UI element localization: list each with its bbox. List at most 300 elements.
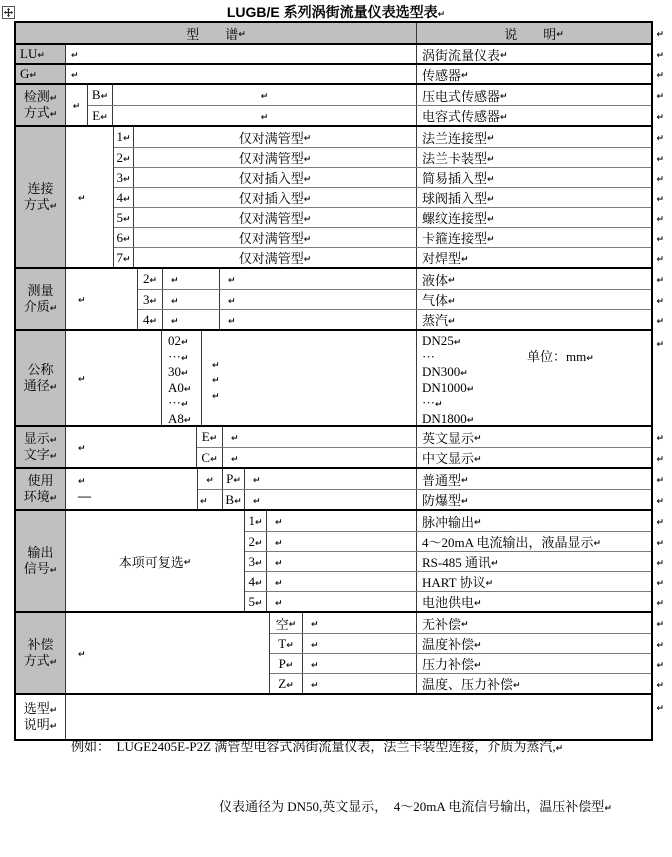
- output-row: [245, 571, 651, 591]
- desc-cell: 螺纹连接型 ↵: [417, 208, 651, 227]
- dash-mark: —: [78, 488, 90, 503]
- desc-cell: 普通型 ↵: [417, 469, 651, 489]
- code-cell: C ↵: [197, 448, 223, 467]
- paragraph-mark-icon: [289, 615, 297, 631]
- spacer-cell: [303, 634, 417, 653]
- compensation-row: [270, 673, 651, 693]
- code-cell: 1 ↵: [114, 127, 134, 147]
- section-label: 选型↵ 说明↵: [16, 695, 66, 739]
- section-label: 输出 信号 ↵: [16, 511, 66, 611]
- paragraph-mark-icon: [513, 676, 521, 692]
- section-label: 使用 环境 ↵: [16, 469, 66, 509]
- paragraph-mark-icon: [123, 129, 131, 145]
- connection-row: [114, 127, 651, 147]
- compensation-row: [270, 633, 651, 653]
- code-cell: 5 ↵: [114, 208, 134, 227]
- paragraph-mark-icon: [233, 471, 241, 487]
- spacer-cell: [113, 106, 417, 125]
- paragraph-mark-icon: [487, 230, 495, 246]
- paragraph-mark-icon: [491, 554, 499, 570]
- merged-dash-cell: [66, 469, 198, 509]
- paragraph-mark-icon: [50, 197, 58, 212]
- cell-end-mark-icon: [261, 108, 269, 124]
- paragraph-mark-icon: [304, 230, 312, 246]
- paragraph-mark-icon: [487, 190, 495, 206]
- paragraph-mark-icon: [448, 312, 456, 328]
- desc-cell: 中文显示 ↵: [417, 448, 651, 467]
- paragraph-mark-icon: [474, 636, 482, 652]
- paragraph-mark-icon: [50, 653, 58, 668]
- row-end-mark-icon: [656, 66, 664, 82]
- row-end-mark-icon: [656, 636, 664, 652]
- diameter-codes-cell: 02↵ ···↵ 30↵ A0↵ ···↵ A8↵: [162, 331, 202, 425]
- cell-end-mark-icon: [253, 492, 261, 508]
- merged-empty-cell: [66, 127, 114, 267]
- paragraph-mark-icon: [210, 429, 218, 445]
- scope-cell: 仅对插入型 ↵: [134, 168, 417, 187]
- row-end-mark-icon: [656, 554, 664, 570]
- desc-cell: 压力补偿 ↵: [417, 654, 651, 673]
- diameter-desc-cell: DN25 ↵ ··· 单位：mm ↵ DN300 ↵ DN1000 ↵ ··· ↵ DN1800 ↵: [417, 331, 651, 425]
- paragraph-mark-icon: [460, 364, 468, 380]
- paragraph-mark-icon: [50, 299, 58, 314]
- paragraph-mark-icon: [286, 676, 294, 692]
- paragraph-mark-icon: [286, 656, 294, 672]
- paragraph-mark-icon: [50, 701, 58, 716]
- cell-end-mark-icon: [212, 371, 220, 387]
- paragraph-mark-icon: [149, 292, 157, 308]
- desc-cell: 涡街流量仪表 ↵: [417, 45, 651, 63]
- section-output-signal: [16, 509, 651, 611]
- desc-cell: 简易插入型 ↵: [417, 168, 651, 187]
- desc-cell: 温度、压力补偿 ↵: [417, 674, 651, 693]
- cell-end-mark-icon: [275, 554, 283, 570]
- row-end-mark-icon: [656, 450, 664, 466]
- row-end-mark-icon: [656, 250, 664, 266]
- code-cell: T ↵: [270, 634, 303, 653]
- merged-empty-cell: [66, 331, 162, 425]
- desc-cell: 电容式传感器 ↵: [417, 106, 651, 125]
- paragraph-mark-icon: [461, 615, 469, 631]
- paragraph-mark-icon: [474, 594, 482, 610]
- code-cell: B ↵: [88, 85, 113, 105]
- section-display-language: [16, 425, 651, 467]
- paragraph-mark-icon: [238, 25, 246, 41]
- row-end-mark-icon: [656, 574, 664, 590]
- desc-cell: 卡箍连接型 ↵: [417, 228, 651, 247]
- paragraph-mark-icon: [474, 429, 482, 445]
- row-end-mark-icon: [656, 429, 664, 445]
- empty-cell: [66, 45, 417, 63]
- paragraph-mark-icon: [123, 230, 131, 246]
- paragraph-mark-icon: [234, 492, 242, 508]
- cell-end-mark-icon: [311, 656, 319, 672]
- row-end-mark-icon: [656, 150, 664, 166]
- paragraph-mark-icon: [181, 364, 189, 379]
- display-row: [197, 447, 651, 467]
- cell-end-mark-icon: [228, 271, 236, 287]
- spacer-cell: [267, 552, 417, 571]
- compensation-row: [270, 613, 651, 633]
- row-end-mark-icon: [656, 210, 664, 226]
- paragraph-mark-icon: [50, 105, 58, 120]
- paragraph-mark-icon: [487, 129, 495, 145]
- spacer-cell: [220, 310, 417, 329]
- scope-cell: 仅对满管型 ↵: [134, 208, 417, 227]
- code-cell: 2 ↵: [114, 148, 134, 167]
- paragraph-mark-icon: [454, 333, 462, 349]
- code-cell: P ↵: [223, 469, 245, 489]
- row-end-mark-icon: [656, 471, 664, 487]
- medium-row: [138, 269, 651, 289]
- code-cell: LU ↵: [16, 45, 66, 63]
- section-connection-type: [16, 125, 651, 267]
- cell-end-mark-icon: [311, 615, 319, 631]
- desc-cell: RS-485 通讯 ↵: [417, 552, 651, 571]
- paragraph-mark-icon: [304, 210, 312, 226]
- paragraph-mark-icon: [487, 170, 495, 186]
- cell-end-mark-icon: [228, 312, 236, 328]
- paragraph-mark-icon: [586, 349, 594, 365]
- scope-cell: 仅对满管型 ↵: [134, 228, 417, 247]
- spacer-cell: [220, 269, 417, 289]
- code-cell: Z ↵: [270, 674, 303, 693]
- section-label: 检测↵ 方式↵: [16, 85, 66, 125]
- connection-row: [114, 187, 651, 207]
- cell-end-mark-icon: [206, 471, 214, 487]
- paragraph-mark-icon: [29, 66, 37, 81]
- code-cell: G ↵: [16, 65, 66, 83]
- paragraph-mark-icon: [474, 656, 482, 672]
- row-end-mark-icon: [656, 129, 664, 145]
- paragraph-mark-icon: [255, 594, 263, 610]
- connection-row: [114, 227, 651, 247]
- row-end-mark-icon: [656, 513, 664, 529]
- code-cell: 空 ↵: [270, 613, 303, 633]
- section-medium: [16, 267, 651, 329]
- spacer-cell: [245, 469, 417, 489]
- code-cell: E ↵: [197, 427, 223, 447]
- paragraph-mark-icon: [500, 87, 508, 103]
- paragraph-mark-icon: [50, 447, 58, 462]
- row-end-mark-icon: [656, 87, 664, 103]
- desc-cell: 气体 ↵: [417, 290, 651, 309]
- paragraph-mark-icon: [123, 250, 131, 266]
- code-cell: E ↵: [88, 106, 113, 125]
- scope-cell: 仅对满管型 ↵: [134, 248, 417, 267]
- paragraph-mark-icon: [304, 170, 312, 186]
- code-cell: P ↵: [270, 654, 303, 673]
- example-cell: 例如： LUGE2405E-P2Z 满管型电容式涡街流量仪表，法兰卡装型连接，介质为蒸汽,↵ 仪表通径为 DN50,英文显示， 4～20mA 电流信号输出，温压补偿型↵: [66, 695, 651, 739]
- section-label: 测量 介质↵: [16, 269, 66, 329]
- desc-cell: 无补偿 ↵: [417, 613, 651, 633]
- paragraph-mark-icon: [184, 411, 192, 426]
- paragraph-mark-icon: [50, 431, 58, 446]
- code-cell: 3 ↵: [114, 168, 134, 187]
- row-end-mark-icon: [656, 335, 664, 351]
- empty-cell: [66, 65, 417, 83]
- section-selection-note: [16, 693, 651, 814]
- cell-end-mark-icon: [73, 97, 81, 113]
- code-cell: 1 ↵: [245, 511, 267, 531]
- environment-row: [198, 469, 651, 489]
- output-row: [245, 551, 651, 571]
- cell-end-mark-icon: [231, 429, 239, 445]
- spacer-cell: [198, 469, 223, 489]
- output-row: [245, 511, 651, 531]
- paragraph-mark-icon: [556, 25, 564, 41]
- section-detection-method: [16, 83, 651, 125]
- desc-cell: 对焊型 ↵: [417, 248, 651, 267]
- paragraph-mark-icon: [448, 292, 456, 308]
- cell-end-mark-icon: [171, 292, 179, 308]
- desc-cell: 球阀插入型 ↵: [417, 188, 651, 207]
- desc-cell: 液体 ↵: [417, 269, 651, 289]
- cell-end-mark-icon: [78, 189, 86, 205]
- cell-end-mark-icon: [71, 46, 79, 62]
- paragraph-mark-icon: [474, 450, 482, 466]
- paragraph-mark-icon: [500, 46, 508, 62]
- cell-end-mark-icon: [275, 594, 283, 610]
- cell-end-mark-icon: [253, 471, 261, 487]
- cell-end-mark-icon: [311, 636, 319, 652]
- paragraph-mark-icon: [438, 4, 446, 20]
- row-end-mark-icon: [656, 46, 664, 62]
- spacer-cell: [303, 674, 417, 693]
- cell-end-mark-icon: [275, 574, 283, 590]
- paragraph-mark-icon: [474, 513, 482, 529]
- spacer-cell: [267, 532, 417, 551]
- output-row: [245, 591, 651, 611]
- section-label: 连接 方式↵: [16, 127, 66, 267]
- desc-cell: 压电式传感器 ↵: [417, 85, 651, 105]
- paragraph-mark-icon: [123, 190, 131, 206]
- header-desc-cell: 说 明 ↵: [417, 23, 651, 43]
- paragraph-mark-icon: [181, 333, 189, 348]
- spacer-cell: [267, 592, 417, 611]
- paragraph-mark-icon: [255, 513, 263, 529]
- desc-cell: 法兰卡装型 ↵: [417, 148, 651, 167]
- spacer-cell: [267, 572, 417, 591]
- section-label: 显示↵ 文字↵: [16, 427, 66, 467]
- code-cell: 4 ↵: [245, 572, 267, 591]
- doc-title: LUGB/E 系列涡街流量仪表选型表↵: [0, 2, 672, 22]
- spacer-cell: [220, 290, 417, 309]
- cell-end-mark-icon: [212, 356, 220, 372]
- code-cell: B ↵: [223, 490, 245, 509]
- selection-table: [14, 21, 653, 814]
- paragraph-mark-icon: [181, 349, 189, 364]
- paragraph-mark-icon: [50, 717, 58, 732]
- row-end-mark-icon: [656, 656, 664, 672]
- code-cell: 3 ↵: [245, 552, 267, 571]
- cell-end-mark-icon: [78, 645, 86, 661]
- spacer-cell: [202, 331, 417, 425]
- paragraph-mark-icon: [50, 561, 58, 576]
- paragraph-mark-icon: [100, 108, 108, 124]
- merged-empty-cell: [66, 613, 270, 693]
- row-end-mark-icon: [656, 25, 664, 41]
- paragraph-mark-icon: [255, 574, 263, 590]
- row-end-mark-icon: [656, 699, 664, 715]
- multi-select-note-cell: 本项可复选 ↵: [66, 511, 245, 611]
- spacer-cell: [267, 511, 417, 531]
- cell-end-mark-icon: [78, 291, 86, 307]
- paragraph-mark-icon: [487, 150, 495, 166]
- paragraph-mark-icon: [604, 799, 612, 814]
- row-end-mark-icon: [656, 615, 664, 631]
- row-end-mark-icon: [656, 534, 664, 550]
- medium-row: [138, 289, 651, 309]
- section-label: 补偿 方式↵: [16, 613, 66, 693]
- spacer-cell: [303, 654, 417, 673]
- paragraph-mark-icon: [461, 250, 469, 266]
- code-cell: 5 ↵: [245, 592, 267, 611]
- paragraph-mark-icon: [487, 210, 495, 226]
- header-spec-cell: 型 谱 ↵: [16, 23, 417, 43]
- desc-cell: 温度补偿 ↵: [417, 634, 651, 653]
- code-cell: 4 ↵: [114, 188, 134, 207]
- paragraph-mark-icon: [461, 471, 469, 487]
- paragraph-mark-icon: [467, 380, 475, 396]
- compensation-row: [270, 653, 651, 673]
- row-lu: [16, 43, 651, 63]
- row-end-mark-icon: [656, 190, 664, 206]
- paragraph-mark-icon: [304, 150, 312, 166]
- cell-end-mark-icon: [171, 312, 179, 328]
- paragraph-mark-icon: [255, 554, 263, 570]
- display-row: [197, 427, 651, 447]
- desc-cell: HART 协议 ↵: [417, 572, 651, 591]
- spacer-cell: [163, 290, 220, 309]
- desc-cell: 传感器 ↵: [417, 65, 651, 83]
- desc-cell: 脉冲输出 ↵: [417, 511, 651, 531]
- cell-end-mark-icon: [171, 271, 179, 287]
- paragraph-mark-icon: [210, 450, 218, 466]
- paragraph-mark-icon: [50, 89, 58, 104]
- code-cell: 3 ↵: [138, 290, 163, 309]
- spacer-cell: [223, 427, 417, 447]
- spacer-cell: [303, 613, 417, 633]
- cell-end-mark-icon: [311, 676, 319, 692]
- desc-cell: 4～20mA 电流输出，液晶显示 ↵: [417, 532, 651, 551]
- paragraph-mark-icon: [286, 636, 294, 652]
- code-cell: 7 ↵: [114, 248, 134, 267]
- row-end-mark-icon: [656, 108, 664, 124]
- scope-cell: 仅对满管型 ↵: [134, 148, 417, 167]
- paragraph-mark-icon: [435, 395, 443, 411]
- paragraph-mark-icon: [304, 190, 312, 206]
- paragraph-mark-icon: [304, 250, 312, 266]
- paragraph-mark-icon: [123, 150, 131, 166]
- row-end-mark-icon: [656, 292, 664, 308]
- connection-row: [114, 247, 651, 267]
- cell-end-mark-icon: [231, 450, 239, 466]
- connection-row: [114, 147, 651, 167]
- row-end-mark-icon: [656, 271, 664, 287]
- paragraph-mark-icon: [149, 312, 157, 328]
- row-end-mark-icon: [656, 230, 664, 246]
- paragraph-mark-icon: [448, 271, 456, 287]
- code-cell: 2 ↵: [138, 269, 163, 289]
- spacer-cell: [163, 310, 220, 329]
- spacer-cell: [223, 448, 417, 467]
- row-end-mark-icon: [656, 594, 664, 610]
- section-nominal-diameter: [16, 329, 651, 425]
- merged-empty-cell: [66, 269, 138, 329]
- detection-row: [88, 85, 651, 105]
- cell-end-mark-icon: [228, 292, 236, 308]
- cell-end-mark-icon: [261, 87, 269, 103]
- paragraph-mark-icon: [461, 492, 469, 508]
- code-cell: 6 ↵: [114, 228, 134, 247]
- paragraph-mark-icon: [123, 170, 131, 186]
- cell-end-mark-icon: [275, 534, 283, 550]
- cell-end-mark-icon: [212, 387, 220, 403]
- code-cell: 4 ↵: [138, 310, 163, 329]
- paragraph-mark-icon: [149, 271, 157, 287]
- paragraph-mark-icon: [50, 489, 58, 504]
- desc-cell: 防爆型 ↵: [417, 490, 651, 509]
- paragraph-mark-icon: [255, 534, 263, 550]
- cell-end-mark-icon: [200, 492, 208, 508]
- paragraph-mark-icon: [304, 129, 312, 145]
- spacer-cell: [198, 490, 223, 509]
- paragraph-mark-icon: [181, 395, 189, 410]
- desc-cell: 英文显示 ↵: [417, 427, 651, 447]
- scope-cell: 仅对满管型 ↵: [134, 127, 417, 147]
- paragraph-mark-icon: [594, 534, 602, 550]
- cell-end-mark-icon: [78, 472, 86, 487]
- cell-end-mark-icon: [78, 439, 86, 455]
- row-end-mark-icon: [656, 312, 664, 328]
- paragraph-mark-icon: [556, 739, 564, 754]
- cell-end-mark-icon: [78, 370, 86, 386]
- row-end-mark-icon: [656, 170, 664, 186]
- cell-end-mark-icon: [275, 513, 283, 529]
- section-environment: [16, 467, 651, 509]
- paragraph-mark-icon: [461, 66, 469, 82]
- section-label: 公称 通径↵: [16, 331, 66, 425]
- row-end-mark-icon: [656, 492, 664, 508]
- desc-cell: 电池供电 ↵: [417, 592, 651, 611]
- unit-note: 单位：mm: [527, 348, 587, 364]
- connection-row: [114, 207, 651, 227]
- output-row: [245, 531, 651, 551]
- desc-cell: 蒸汽 ↵: [417, 310, 651, 329]
- paragraph-mark-icon: [184, 380, 192, 395]
- spacer-cell: [163, 269, 220, 289]
- cell-end-mark-icon: [71, 66, 79, 82]
- table-header-row: [16, 23, 651, 43]
- scope-cell: 仅对插入型 ↵: [134, 188, 417, 207]
- merged-empty-cell: [66, 85, 88, 125]
- desc-cell: 法兰连接型 ↵: [417, 127, 651, 147]
- medium-row: [138, 309, 651, 329]
- paragraph-mark-icon: [500, 108, 508, 124]
- paragraph-mark-icon: [37, 46, 45, 61]
- connection-row: [114, 167, 651, 187]
- merged-empty-cell: [66, 427, 197, 467]
- paragraph-mark-icon: [184, 553, 192, 569]
- row-g: [16, 63, 651, 83]
- paragraph-mark-icon: [123, 210, 131, 226]
- spacer-cell: [245, 490, 417, 509]
- paragraph-mark-icon: [50, 378, 58, 393]
- environment-row: [198, 489, 651, 509]
- row-end-mark-icon: [656, 676, 664, 692]
- paragraph-mark-icon: [101, 87, 109, 103]
